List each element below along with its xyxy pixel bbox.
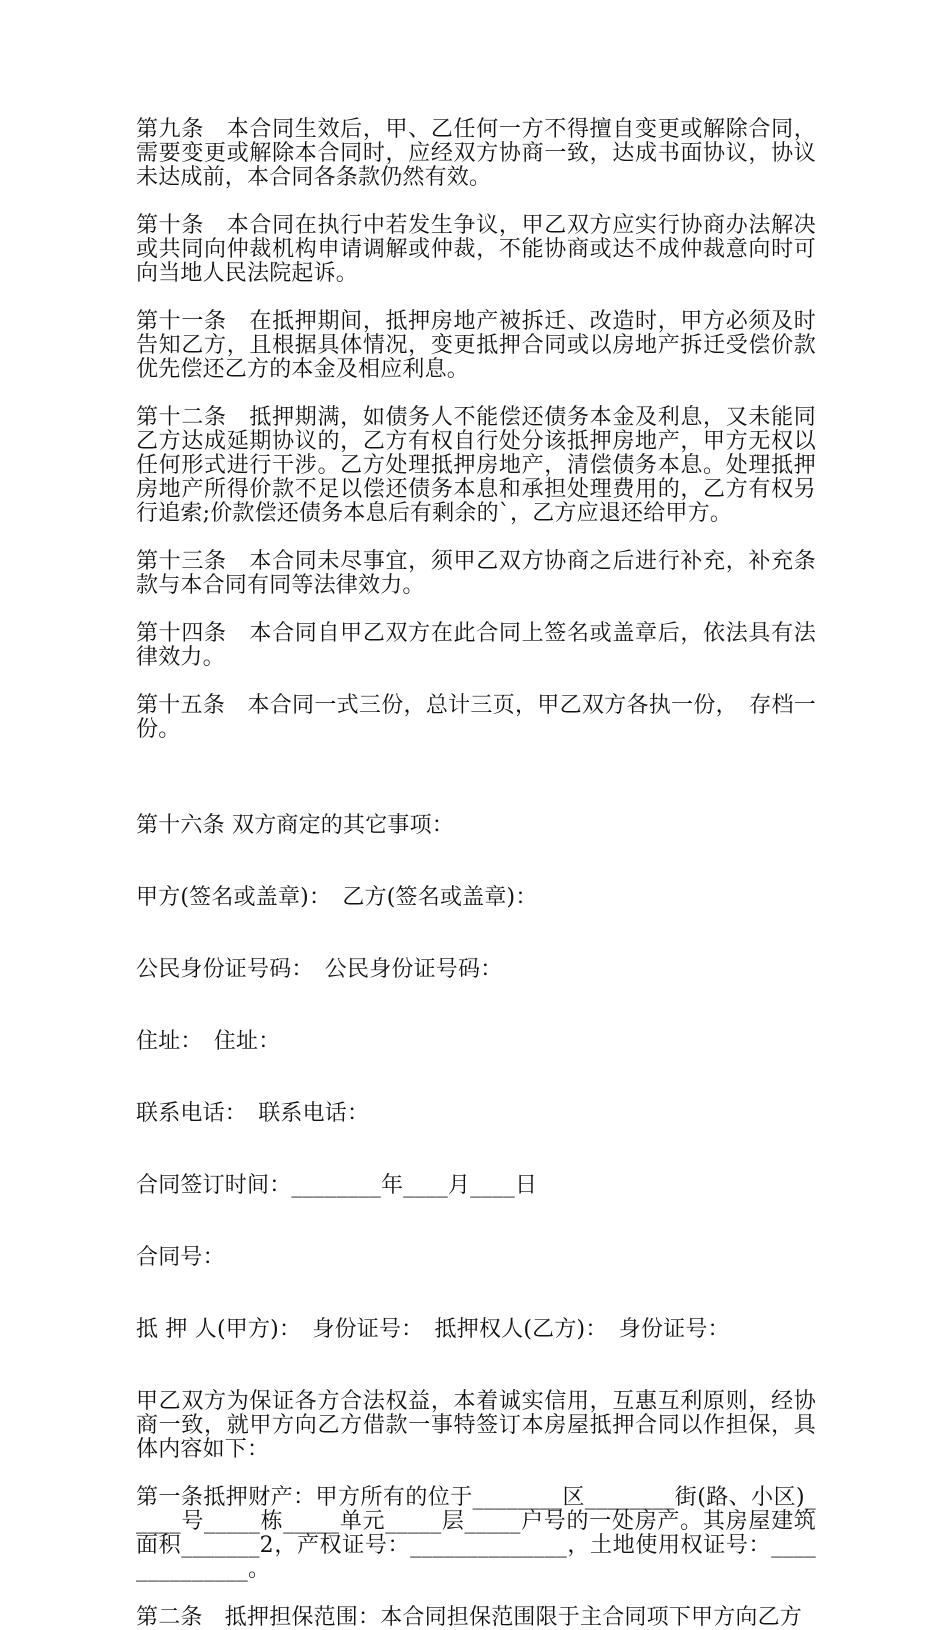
article-13: 第十三条 本合同未尽事宜，须甲乙双方协商之后进行补充，补充条款与本合同有同等法律效力。 bbox=[136, 549, 816, 598]
article-15: 第十五条 本合同一式三份，总计三页，甲乙双方各执一份， 存档一份。 bbox=[136, 693, 816, 742]
id-numbers-line: 公民身份证号码： 公民身份证号码： bbox=[136, 957, 503, 982]
article-1: 第一条抵押财产：甲方所有的位于________区________街(路、小区)_____号_____栋_____单元_____层_____户号的一处房产。其房屋建筑面积_______2，产权证号：______________，土地使用权证号：______________。 bbox=[136, 1485, 816, 1582]
signing-date-line: 合同签订时间：________年____月____日 bbox=[136, 1173, 538, 1198]
address-line: 住址： 住址： bbox=[136, 1029, 281, 1054]
article-10: 第十条 本合同在执行中若发生争议，甲乙双方应实行协商办法解决或共同向仲裁机构申请调解或仲裁，不能协商或达不成仲裁意向时可向当地人民法院起诉。 bbox=[136, 213, 816, 286]
contract-intro: 甲乙双方为保证各方合法权益，本着诚实信用，互惠互利原则，经协商一致，就甲方向乙方借款一事特签订本房屋抵押合同以作担保，具体内容如下： bbox=[136, 1389, 816, 1462]
phone-line: 联系电话： 联系电话： bbox=[136, 1101, 370, 1126]
mortgagor-mortgagee-line: 抵 押 人(甲方)： 身份证号： 抵押权人(乙方)： 身份证号： bbox=[136, 1317, 730, 1342]
party-signatures-line: 甲方(签名或盖章)： 乙方(签名或盖章)： bbox=[136, 885, 538, 910]
article-16-heading: 第十六条 双方商定的其它事项： bbox=[136, 813, 454, 838]
article-9: 第九条 本合同生效后，甲、乙任何一方不得擅自变更或解除合同，需要变更或解除本合同时，应经双方协商一致，达成书面协议，协议未达成前，本合同各条款仍然有效。 bbox=[136, 117, 816, 190]
article-2: 第二条 抵押担保范围：本合同担保范围限于主合同项下甲方向乙方 bbox=[136, 1605, 803, 1630]
contract-number-line: 合同号： bbox=[136, 1245, 225, 1270]
article-12: 第十二条 抵押期满，如债务人不能偿还债务本金及利息，又未能同乙方达成延期协议的，乙方有权自行处分该抵押房地产，甲方无权以任何形式进行干涉。乙方处理抵押房地产，清偿债务本息。处理抵押房地产所得价款不足以偿还债务本息和承担处理费用的，乙方有权另行追索;价款偿还债务本息后有剩余的`，乙方应退还给甲方。 bbox=[136, 405, 816, 526]
document-body bbox=[136, 118, 816, 1630]
signature-block bbox=[136, 766, 816, 1390]
article-11: 第十一条 在抵押期间，抵押房地产被拆迁、改造时，甲方必须及时告知乙方，且根据具体情况，变更抵押合同或以房地产拆迁受偿价款优先偿还乙方的本金及相应利息。 bbox=[136, 309, 816, 382]
article-14: 第十四条 本合同自甲乙双方在此合同上签名或盖章后，依法具有法律效力。 bbox=[136, 621, 816, 670]
